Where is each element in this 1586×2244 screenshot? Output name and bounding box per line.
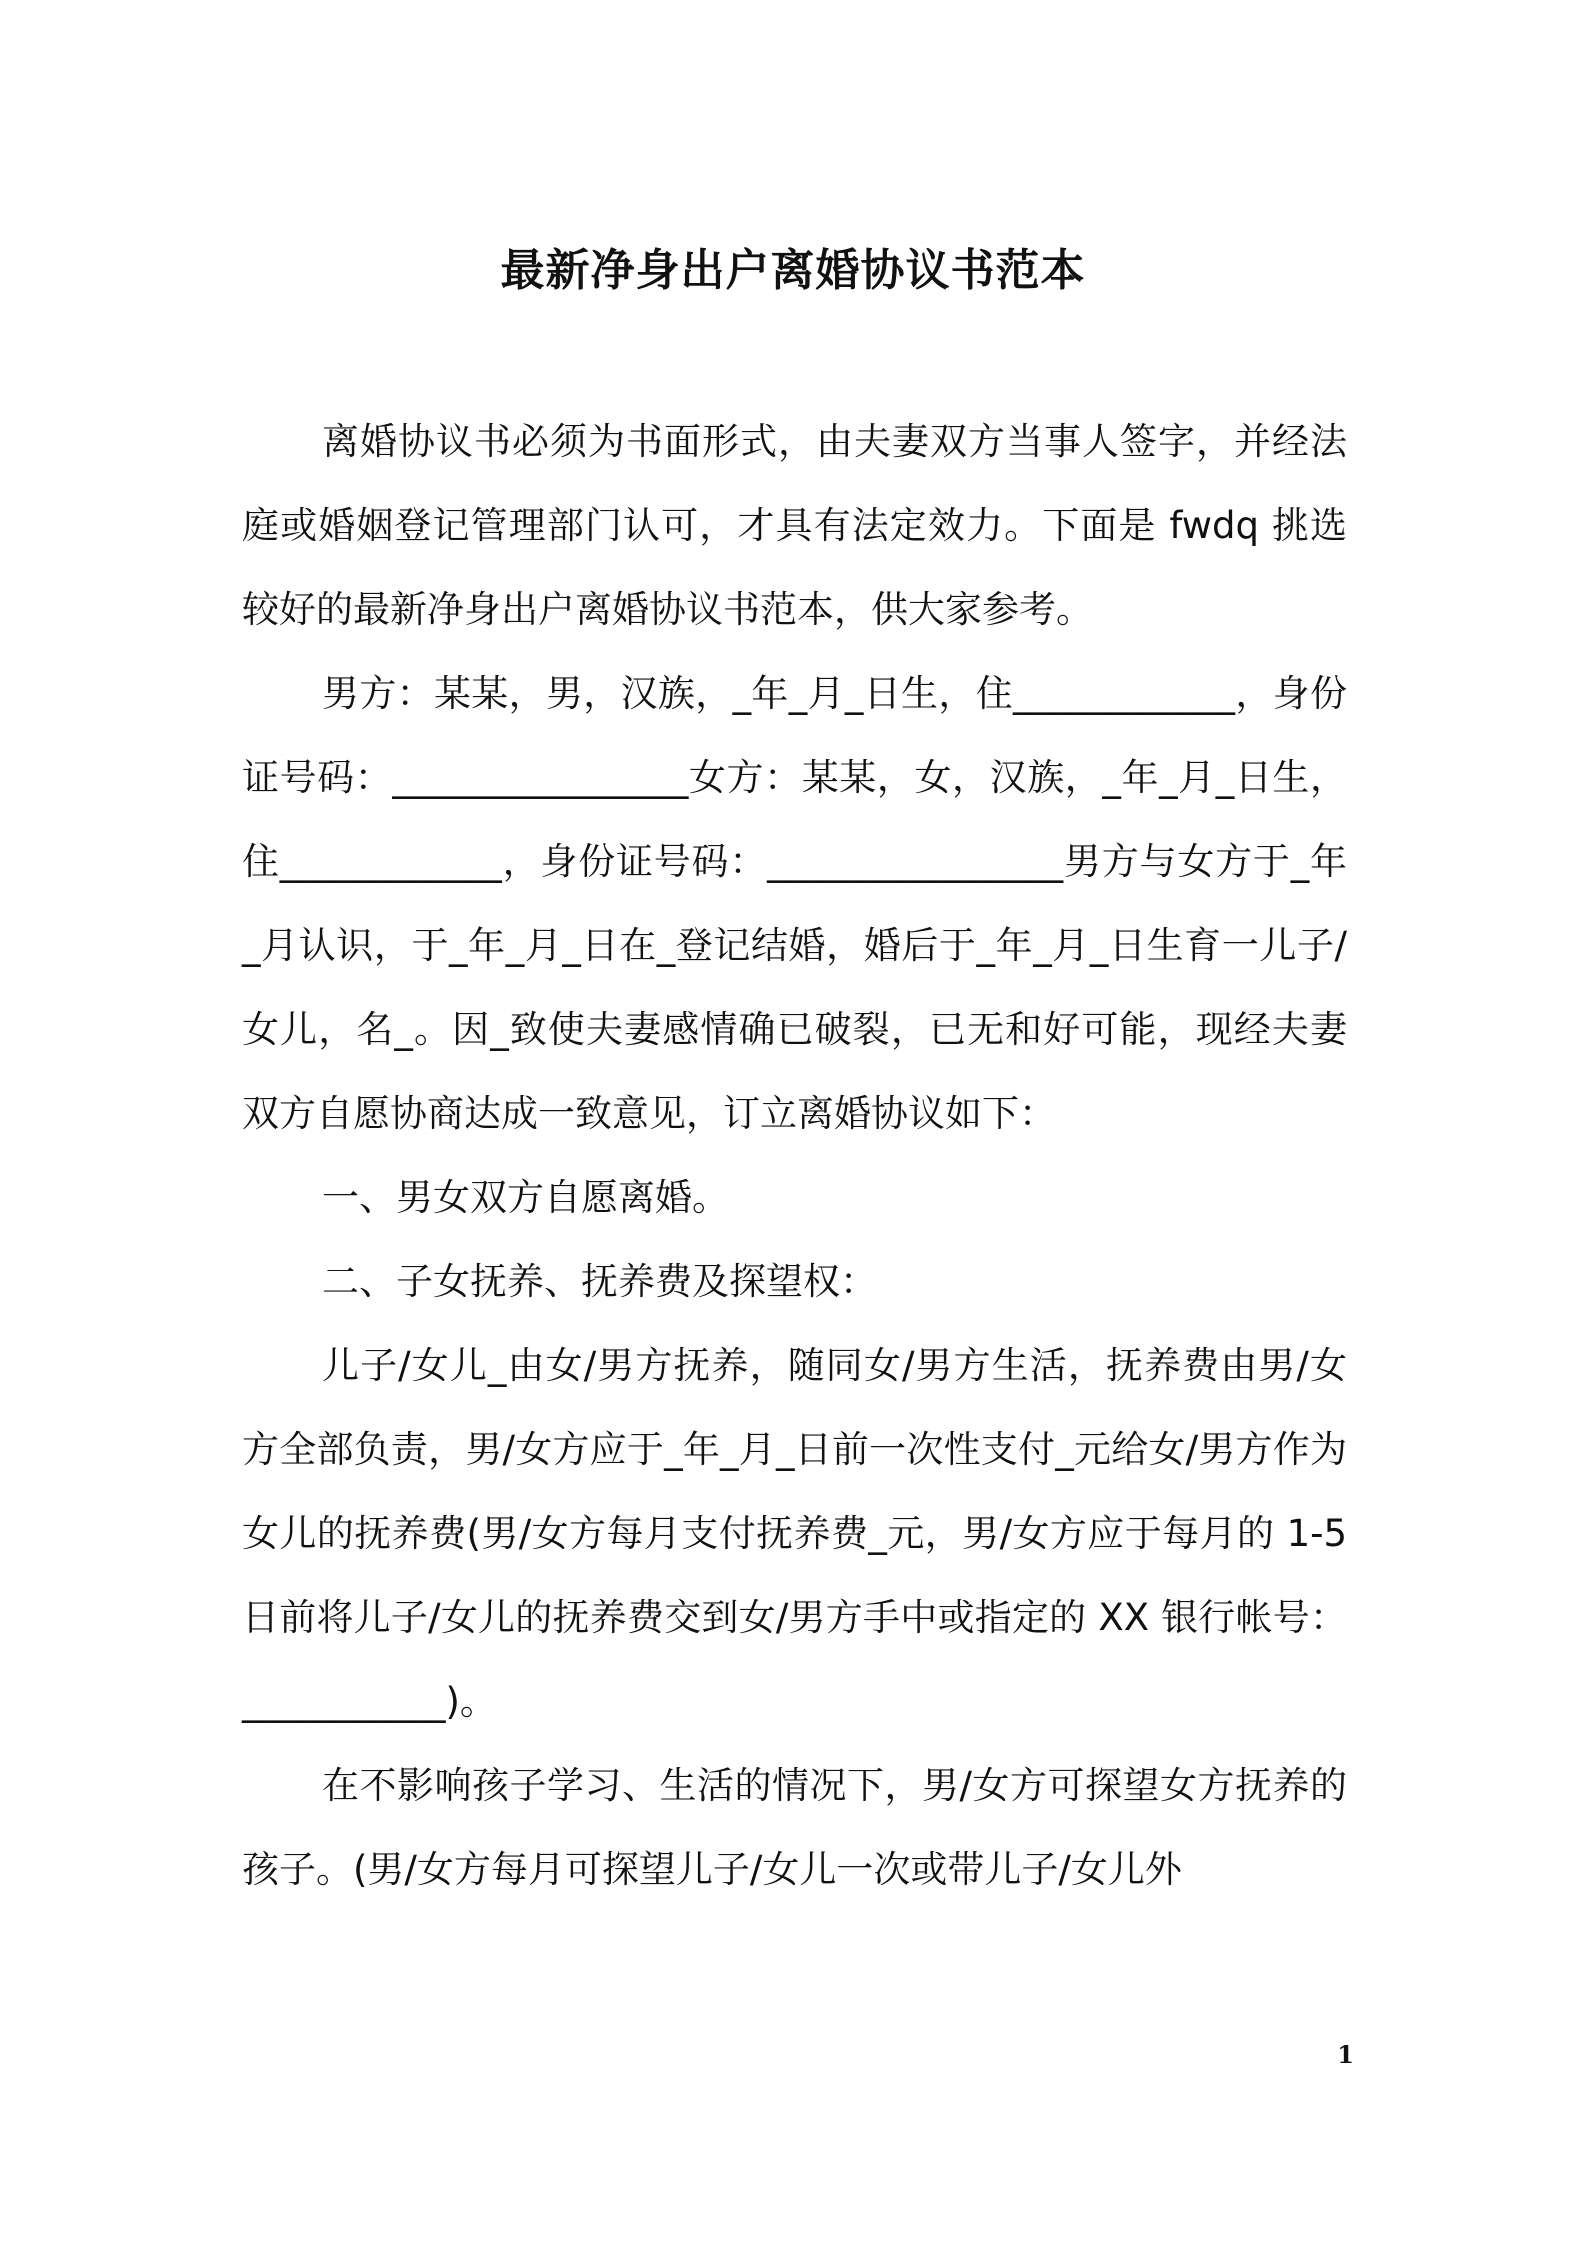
document-title: 最新净身出户离婚协议书范本: [500, 245, 1086, 297]
paragraph-child-support: 儿子/女儿_由女/男方抚养，随同女/男方生活，抚养费由男/女方全部负责，男/女方应于_年_月_日前一次性支付_元给女/男方作为女儿的抚养费(男/女方每月支付抚养费_元，男/女方应于每月的 1-5 日前将儿子/女儿的抚养费交到女/男方手中或指定的 XX 银行帐号：___________)。: [242, 1344, 1347, 1723]
page-number: 1: [1337, 2040, 1354, 2069]
paragraph-intro: 离婚协议书必须为书面形式，由夫妻双方当事人签字，并经法庭或婚姻登记管理部门认可，才具有法定效力。下面是 fwdq 挑选较好的最新净身出户离婚协议书范本，供大家参考。: [242, 420, 1347, 631]
paragraph-clause-2-heading: 二、子女抚养、抚养费及探望权：: [322, 1260, 877, 1303]
paragraph-parties: 男方：某某，男，汉族，_年_月_日生，住____________，身份证号码：________________女方：某某，女，汉族，_年_月_日生，住____________，身份证号码：________________男方与女方于_年_月认识，于_年_月_日在_登记结婚，婚后于_年_月_日生育一儿子/女儿，名_。因_致使夫妻感情确已破裂，已无和好可能，现经夫妻双方自愿协商达成一致意见，订立离婚协议如下：: [242, 672, 1347, 1135]
paragraph-clause-1: 一、男女双方自愿离婚。: [322, 1176, 729, 1219]
document-body: [242, 400, 1347, 1912]
paragraph-visitation: 在不影响孩子学习、生活的情况下，男/女方可探望女方抚养的孩子。(男/女方每月可探望儿子/女儿一次或带儿子/女儿外: [242, 1764, 1347, 1891]
